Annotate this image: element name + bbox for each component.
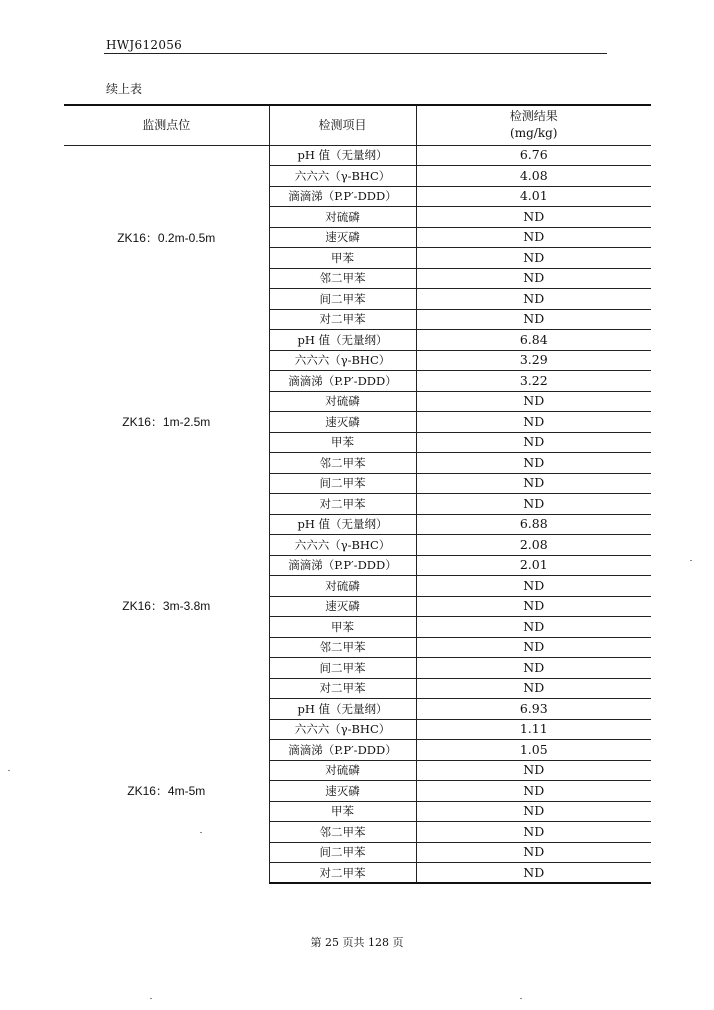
result-cell: 1.05 [416,740,651,761]
table-header-row [64,105,651,145]
item-cell: 甲苯 [269,432,416,453]
result-cell: 4.08 [416,166,651,187]
result-cell: ND [416,494,651,515]
item-cell: 六六六（γ-BHC） [269,719,416,740]
document-id: HWJ612056 [106,38,183,52]
result-cell: ND [416,309,651,330]
result-cell: ND [416,227,651,248]
item-cell: 对硫磷 [269,207,416,228]
result-cell: ND [416,453,651,474]
item-cell: 速灭磷 [269,781,416,802]
result-cell: ND [416,596,651,617]
item-cell: 速灭磷 [269,412,416,433]
result-cell: 6.88 [416,514,651,535]
result-cell: ND [416,289,651,310]
item-cell: 对硫磷 [269,576,416,597]
item-cell: 滴滴涕（P.P′-DDD） [269,555,416,576]
result-cell: 1.11 [416,719,651,740]
item-cell: 甲苯 [269,617,416,638]
location-cell: ZK16：1m-2.5m [122,414,211,429]
result-cell: ND [416,432,651,453]
item-cell: 对二甲苯 [269,309,416,330]
item-cell: 滴滴涕（P.P′-DDD） [269,371,416,392]
page-number: 第 25 页共 128 页 [310,936,404,949]
results-table [64,104,651,884]
result-cell: ND [416,863,651,884]
result-cell: 3.29 [416,350,651,371]
continued-label: 续上表 [106,82,143,96]
result-cell: 2.08 [416,535,651,556]
column-header-result-label: 检测结果 [509,109,558,124]
column-header-location: 监测点位 [64,105,269,145]
result-cell: 3.22 [416,371,651,392]
location-cell: ZK16：4m-5m [127,783,206,798]
item-cell: 甲苯 [269,248,416,269]
item-cell: 六六六（γ-BHC） [269,350,416,371]
result-cell: 6.84 [416,330,651,351]
result-cell: ND [416,678,651,699]
result-cell: ND [416,391,651,412]
table-body [64,145,651,883]
item-cell: 间二甲苯 [269,289,416,310]
result-cell: ND [416,822,651,843]
scan-speck [520,998,522,999]
item-cell: 间二甲苯 [269,473,416,494]
result-cell: ND [416,248,651,269]
table-row [64,514,651,535]
location-cell: ZK16：0.2m-0.5m [117,230,216,245]
result-cell: ND [416,658,651,679]
item-cell: 对二甲苯 [269,678,416,699]
item-cell: 对硫磷 [269,760,416,781]
item-cell: pH 值（无量纲） [269,699,416,720]
item-cell: 对二甲苯 [269,863,416,884]
item-cell: pH 值（无量纲） [269,145,416,166]
item-cell: 甲苯 [269,801,416,822]
result-cell: ND [416,412,651,433]
result-cell: ND [416,842,651,863]
item-cell: 滴滴涕（P.P′-DDD） [269,740,416,761]
result-cell: ND [416,781,651,802]
table-row [64,145,651,166]
item-cell: 邻二甲苯 [269,637,416,658]
item-cell: 对硫磷 [269,391,416,412]
item-cell: 间二甲苯 [269,658,416,679]
result-cell: 2.01 [416,555,651,576]
column-header-result [416,105,651,145]
item-cell: pH 值（无量纲） [269,330,416,351]
result-cell: ND [416,473,651,494]
item-cell: 邻二甲苯 [269,822,416,843]
result-cell: ND [416,576,651,597]
column-header-result-unit: (mg/kg) [510,126,558,141]
column-header-item: 检测项目 [269,105,416,145]
result-cell: ND [416,268,651,289]
result-cell: ND [416,760,651,781]
scan-speck [150,998,152,999]
location-cell: ZK16：3m-3.8m [122,599,211,614]
result-cell: 6.76 [416,145,651,166]
item-cell: 对二甲苯 [269,494,416,515]
table-row [64,699,651,720]
scan-speck [8,770,10,771]
item-cell: 邻二甲苯 [269,268,416,289]
result-cell: ND [416,207,651,228]
item-cell: 六六六（γ-BHC） [269,166,416,187]
result-cell: 6.93 [416,699,651,720]
scan-speck [690,560,692,561]
item-cell: 六六六（γ-BHC） [269,535,416,556]
result-cell: ND [416,617,651,638]
result-cell: ND [416,637,651,658]
result-cell: ND [416,801,651,822]
table-row [64,330,651,351]
item-cell: 滴滴涕（P.P′-DDD） [269,186,416,207]
header-rule [104,53,607,54]
item-cell: 速灭磷 [269,227,416,248]
scan-speck [200,832,202,833]
item-cell: 间二甲苯 [269,842,416,863]
item-cell: pH 值（无量纲） [269,514,416,535]
item-cell: 速灭磷 [269,596,416,617]
result-cell: 4.01 [416,186,651,207]
item-cell: 邻二甲苯 [269,453,416,474]
